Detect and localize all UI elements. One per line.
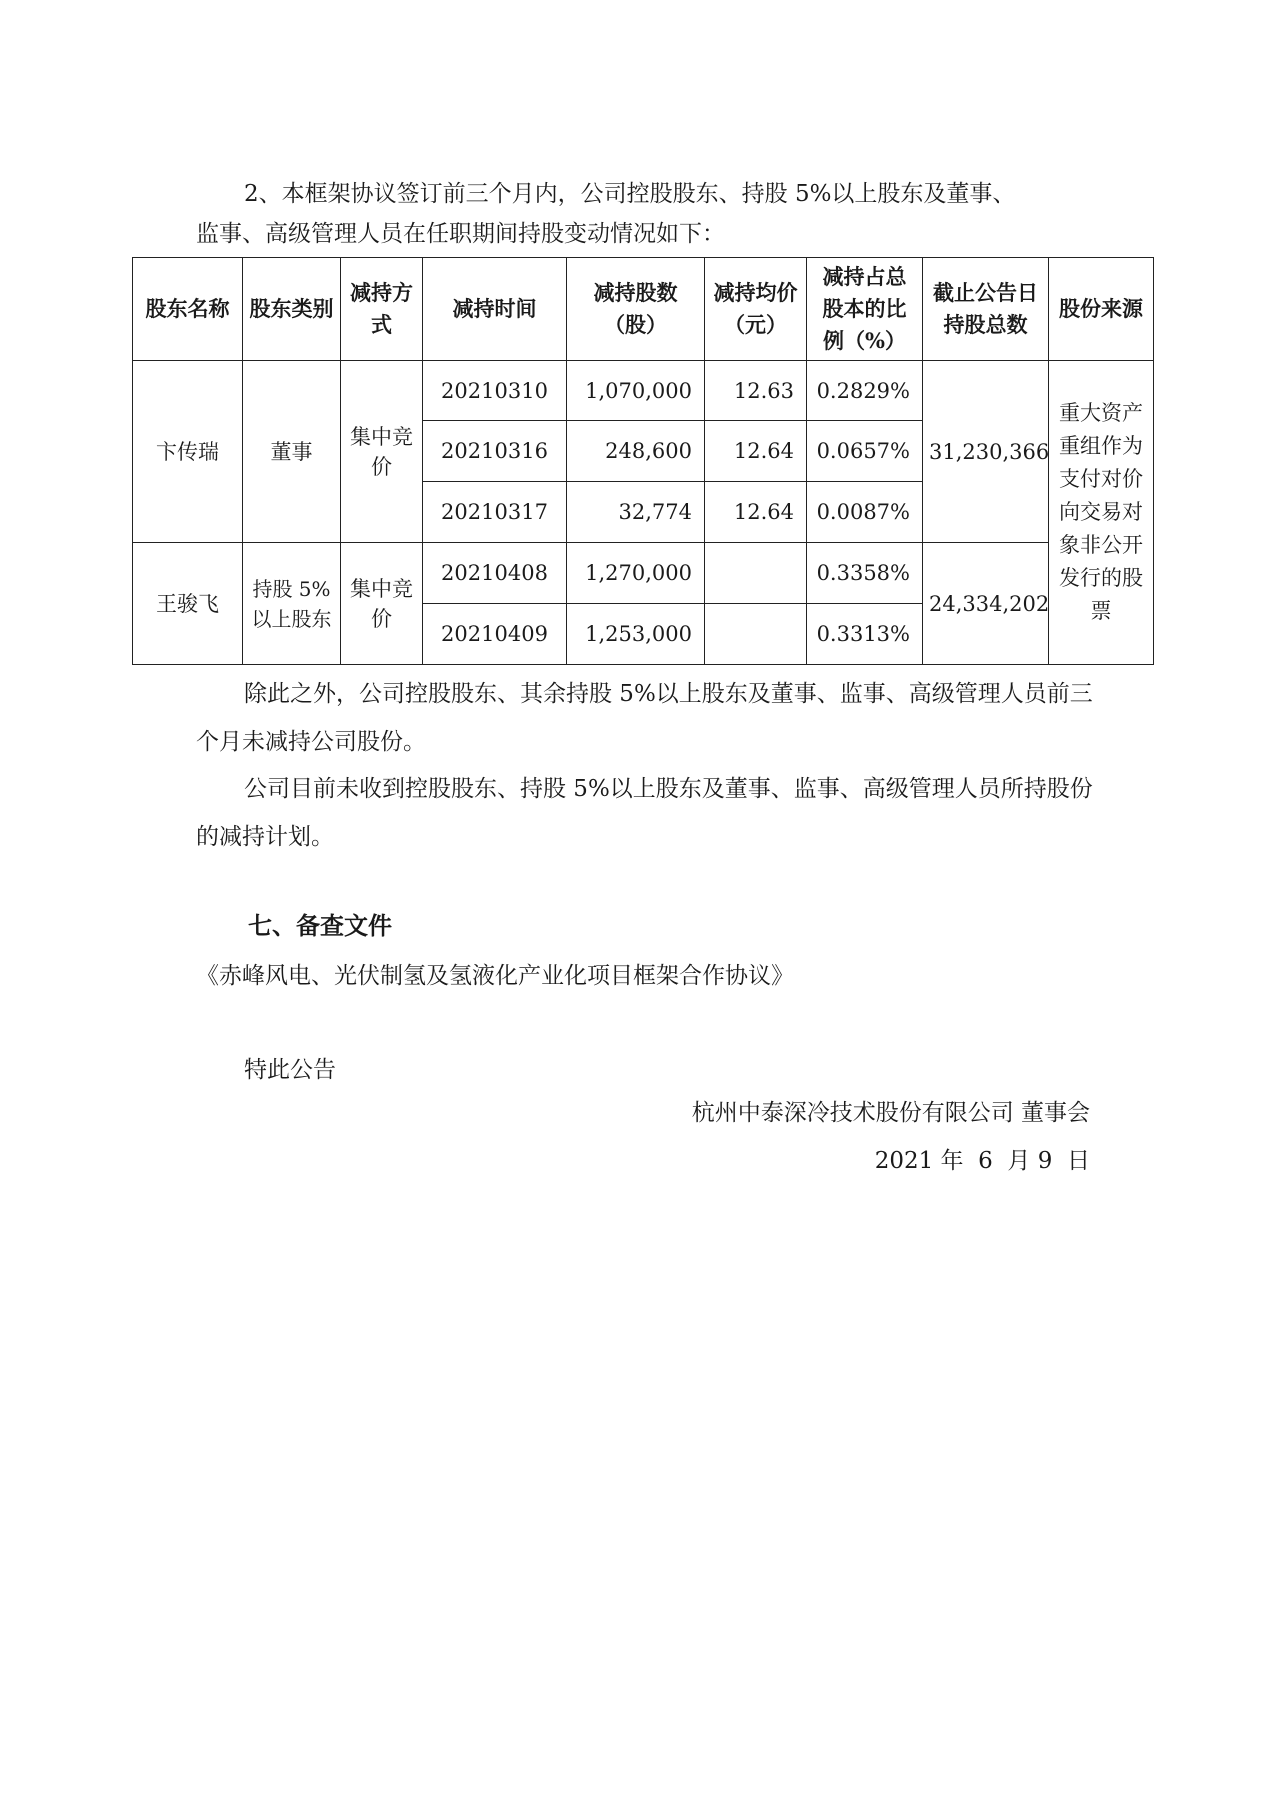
header-cell: 减持方式 bbox=[341, 258, 423, 361]
reduction-shares: 1,070,000 bbox=[567, 361, 705, 421]
paragraph-other-holders: 除此之外，公司控股股东、其余持股 5%以上股东及董事、监事、高级管理人员前三个月未减持公司股份。 bbox=[196, 681, 1093, 755]
reduction-date: 20210409 bbox=[423, 604, 567, 665]
header-cell: 减持时间 bbox=[423, 258, 567, 361]
reduction-price bbox=[705, 604, 807, 665]
signature-date: 2021 年 6 月 9 日 bbox=[874, 1148, 1090, 1174]
header-cell: 股东类别 bbox=[243, 258, 341, 361]
reduction-method: 集中竞价 bbox=[341, 543, 423, 665]
share-reduction-table bbox=[132, 257, 1154, 665]
reduction-price: 12.64 bbox=[705, 421, 807, 482]
paragraph-reduction-plan: 公司目前未收到控股股东、持股 5%以上股东及董事、监事、高级管理人员所持股份的减持计划。 bbox=[196, 776, 1093, 850]
reduction-shares: 32,774 bbox=[567, 482, 705, 543]
reduction-date: 20210317 bbox=[423, 482, 567, 543]
reduction-method: 集中竞价 bbox=[341, 361, 423, 543]
reference-document: 《赤峰风电、光伏制氢及氢液化产业化项目框架合作协议》 bbox=[196, 963, 794, 989]
reduction-ratio: 0.3358% bbox=[807, 543, 923, 604]
reduction-shares: 1,253,000 bbox=[567, 604, 705, 665]
reduction-date: 20210310 bbox=[423, 361, 567, 421]
reduction-price: 12.63 bbox=[705, 361, 807, 421]
reduction-shares: 1,270,000 bbox=[567, 543, 705, 604]
share-source: 重大资产重组作为支付对价向交易对象非公开发行的股票 bbox=[1049, 361, 1154, 665]
holder-category: 持股 5%以上股东 bbox=[243, 543, 341, 665]
header-cell: 截止公告日持股总数 bbox=[923, 258, 1049, 361]
header-cell: 股份来源 bbox=[1049, 258, 1154, 361]
header-cell: 减持均价（元） bbox=[705, 258, 807, 361]
reduction-date: 20210316 bbox=[423, 421, 567, 482]
holder-name: 王骏飞 bbox=[133, 543, 243, 665]
closing-text: 特此公告 bbox=[244, 1057, 336, 1083]
intro-line-1: 2、本框架协议签订前三个月内，公司控股股东、持股 5%以上股东及董事、 bbox=[244, 181, 1016, 207]
reduction-ratio: 0.3313% bbox=[807, 604, 923, 665]
reduction-shares: 248,600 bbox=[567, 421, 705, 482]
reduction-ratio: 0.2829% bbox=[807, 361, 923, 421]
reduction-ratio: 0.0657% bbox=[807, 421, 923, 482]
header-cell: 股东名称 bbox=[133, 258, 243, 361]
total-held: 24,334,202 bbox=[923, 543, 1049, 665]
reduction-price: 12.64 bbox=[705, 482, 807, 543]
table-row bbox=[133, 361, 1154, 421]
intro-line-2: 监事、高级管理人员在任职期间持股变动情况如下： bbox=[196, 221, 725, 247]
table-header-row bbox=[133, 258, 1154, 361]
signature-company: 杭州中泰深冷技术股份有限公司 董事会 bbox=[691, 1100, 1090, 1126]
holder-category: 董事 bbox=[243, 361, 341, 543]
holder-name: 卞传瑞 bbox=[133, 361, 243, 543]
header-cell: 减持占总股本的比例（%） bbox=[807, 258, 923, 361]
reduction-price bbox=[705, 543, 807, 604]
total-held: 31,230,366 bbox=[923, 361, 1049, 543]
reduction-date: 20210408 bbox=[423, 543, 567, 604]
table-row bbox=[133, 543, 1154, 604]
section-heading: 七、备查文件 bbox=[248, 911, 392, 940]
reduction-ratio: 0.0087% bbox=[807, 482, 923, 543]
header-cell: 减持股数（股） bbox=[567, 258, 705, 361]
